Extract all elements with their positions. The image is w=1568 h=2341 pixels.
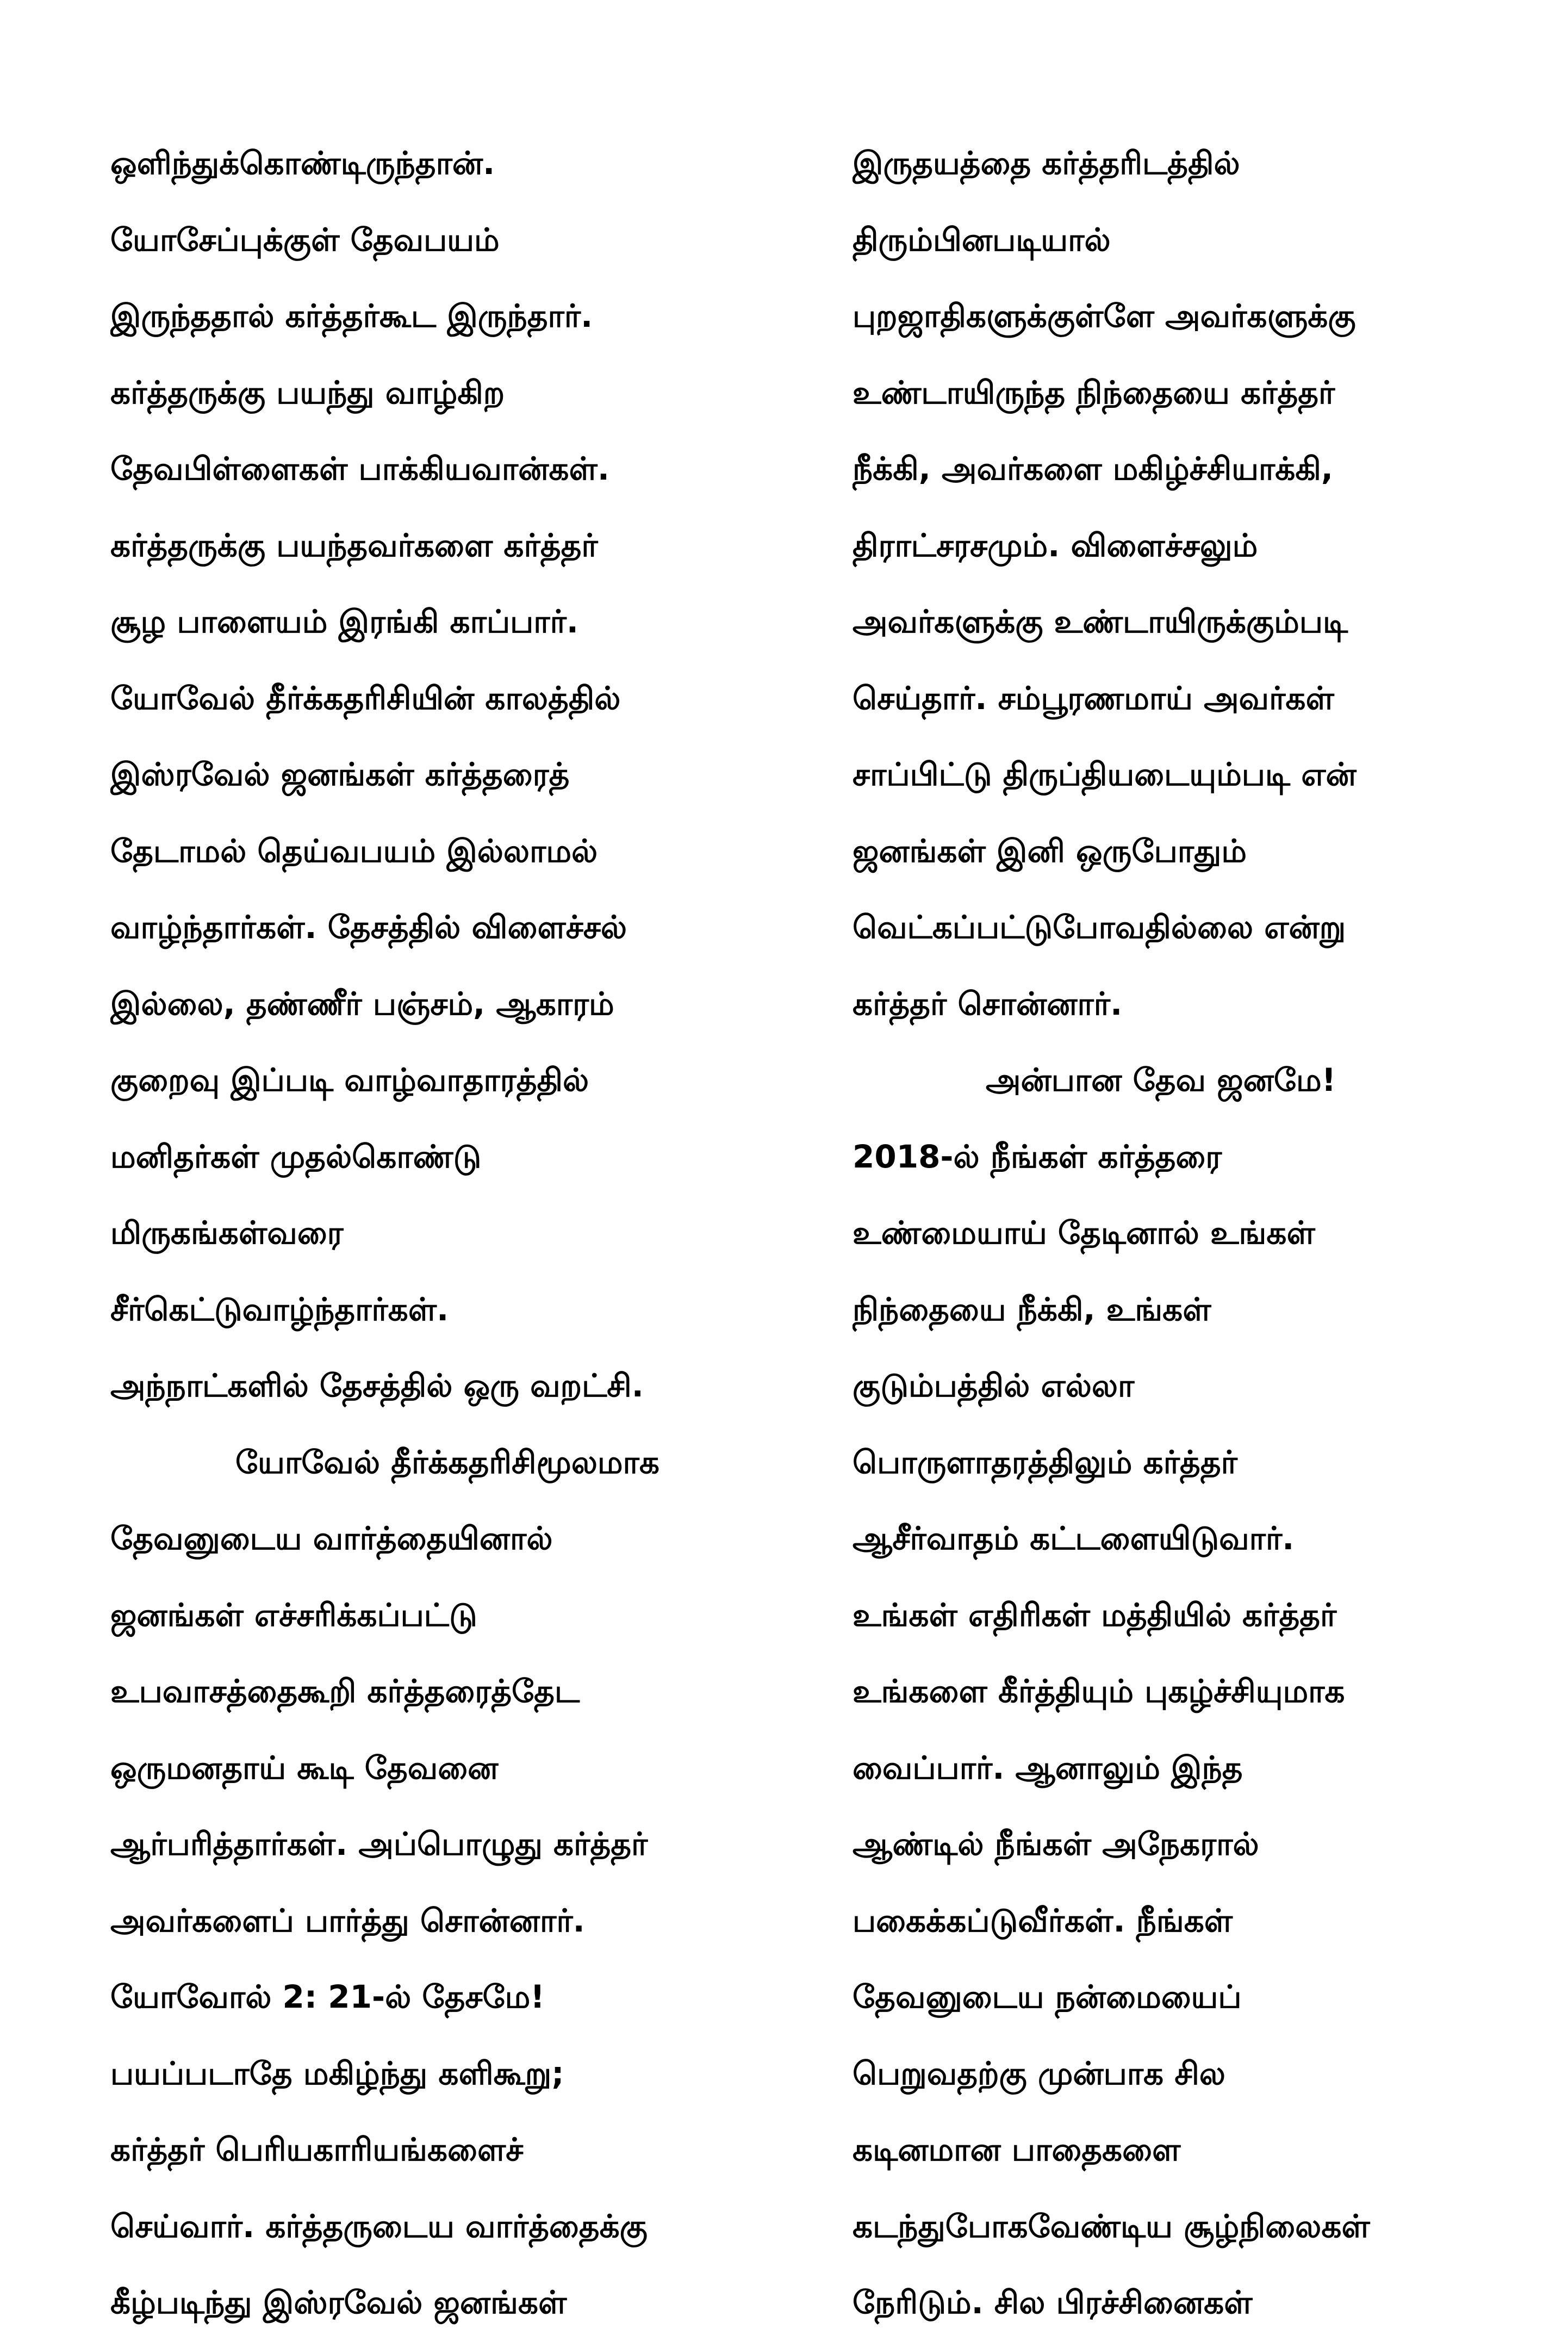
text-line: கர்த்தர் சொன்னார். [853,985,1123,1022]
text-line: யோவோல் 2: 21-ல் தேசமே! [110,1978,545,2015]
text-line: வைப்பார். ஆனாலும் இந்த [853,1749,1243,1786]
text-line: சூழ பாளையம் இரங்கி காப்பார். [110,603,578,640]
text-line: நேரிடும். சில பிரச்சினைகள் [853,2284,1253,2321]
text-line: அவர்களைப் பார்த்து சொன்னார். [110,1902,585,1939]
text-line: அந்நாட்களில் தேசத்தில் ஒரு வறட்சி. [110,1367,644,1404]
text-line: சீர்கெட்டுவாழ்ந்தார்கள். [110,1290,449,1328]
text-line: கீழ்படிந்து இஸ்ரவேல் ஜனங்கள் [110,2284,567,2321]
text-line: மிருகங்கள்வரை [110,1214,344,1251]
text-line: ஒருமனதாய் கூடி தேவனை [110,1749,499,1786]
text-line: உண்டாயிருந்த நிந்தையை கர்த்தர் [853,374,1335,411]
text-line: கடினமான பாதைகளை [853,2131,1181,2168]
text-line: கடந்துபோகவேண்டிய சூழ்நிலைகள் [853,2207,1370,2245]
text-line: இஸ்ரவேல் ஜனங்கள் கர்த்தரைத் [110,756,570,793]
text-line: நிந்தையை நீக்கி, உங்கள் [853,1290,1211,1328]
text-line: இல்லை, தண்ணீர் பஞ்சம், ஆகாரம் [110,985,614,1022]
text-line: சாப்பிட்டு திருப்தியடையும்படி என் [853,756,1357,793]
text-line: ஆர்பரித்தார்கள். அப்பொழுது கர்த்தர் [110,1825,648,1862]
text-line: ஜனங்கள் எச்சரிக்கப்பட்டு [110,1596,477,1634]
text-line: செய்வார். கர்த்தருடைய வார்த்தைக்கு [110,2207,648,2245]
text-line: செய்தார். சம்பூரணமாய் அவர்கள் [853,679,1334,717]
text-line: உங்கள் எதிரிகள் மத்தியில் கர்த்தர் [853,1596,1337,1634]
right-text-column [853,125,1554,2341]
text-line: பெறுவதற்கு முன்பாக சில [853,2054,1225,2092]
text-line: கர்த்தருக்கு பயந்து வாழ்கிற [110,374,505,411]
text-line: இருதயத்தை கர்த்தரிடத்தில் [853,145,1240,182]
text-line: குறைவு இப்படி வாழ்வாதாரத்தில் [110,1061,589,1098]
text-line: அவர்களுக்கு உண்டாயிருக்கும்படி [853,603,1348,640]
text-line: யோவேல் தீர்க்கதரிசிமூலமாக [235,1443,659,1481]
left-text-column [110,125,817,2341]
text-line: திராட்சரசமும். விளைச்சலும் [853,526,1258,564]
text-line: வாழ்ந்தார்கள். தேசத்தில் விளைச்சல் [110,909,627,946]
text-line: உங்களை கீர்த்தியும் புகழ்ச்சியுமாக [853,1673,1345,1710]
text-line: கர்த்தருக்கு பயந்தவர்களை கர்த்தர் [110,526,598,564]
text-line: இருந்ததால் கர்த்தர்கூட இருந்தார். [110,297,593,334]
text-line: உண்மையாய் தேடினால் உங்கள் [853,1214,1315,1251]
text-line: தேவனுடைய வார்த்தையினால் [110,1520,553,1557]
text-line: குடும்பத்தில் எல்லா [853,1367,1135,1404]
text-line: தேடாமல் தெய்வபயம் இல்லாமல் [110,832,598,870]
text-line: அன்பான தேவ ஜனமே! [986,1061,1336,1098]
text-line: பொருளாதரத்திலும் கர்த்தர் [853,1443,1237,1481]
text-line: புறஜாதிகளுக்குள்ளே அவர்களுக்கு [853,297,1356,334]
text-line: 2018-ல் நீங்கள் கர்த்தரை [853,1138,1222,1175]
text-line: தேவபிள்ளைகள் பாக்கியவான்கள். [110,450,609,487]
text-line: யோசேப்புக்குள் தேவபயம் [110,221,500,258]
text-line: ஆண்டில் நீங்கள் அநேகரால் [853,1825,1259,1862]
text-line: திரும்பினபடியால் [853,221,1111,258]
text-line: யோவேல் தீர்க்கதரிசியின் காலத்தில் [110,679,621,717]
text-line: நீக்கி, அவர்களை மகிழ்ச்சியாக்கி, [853,450,1333,487]
text-line: உபவாசத்தைகூறி கர்த்தரைத்தேட [110,1673,580,1710]
text-line: ஆசீர்வாதம் கட்டளையிடுவார். [853,1520,1295,1557]
text-line: ஒளிந்துக்கொண்டிருந்தான். [110,145,495,182]
text-line: பயப்படாதே மகிழ்ந்து களிகூறு; [110,2054,564,2092]
text-line: மனிதர்கள் முதல்கொண்டு [110,1138,482,1175]
text-line: கர்த்தர் பெரியகாரியங்களைச் [110,2131,524,2168]
text-line: பகைக்கப்டுவீர்கள். நீங்கள் [853,1902,1233,1939]
text-line: ஜனங்கள் இனி ஒருபோதும் [853,832,1247,870]
text-line: வெட்கப்பட்டுபோவதில்லை என்று [853,909,1346,946]
text-line: தேவனுடைய நன்மையைப் [853,1978,1242,2015]
